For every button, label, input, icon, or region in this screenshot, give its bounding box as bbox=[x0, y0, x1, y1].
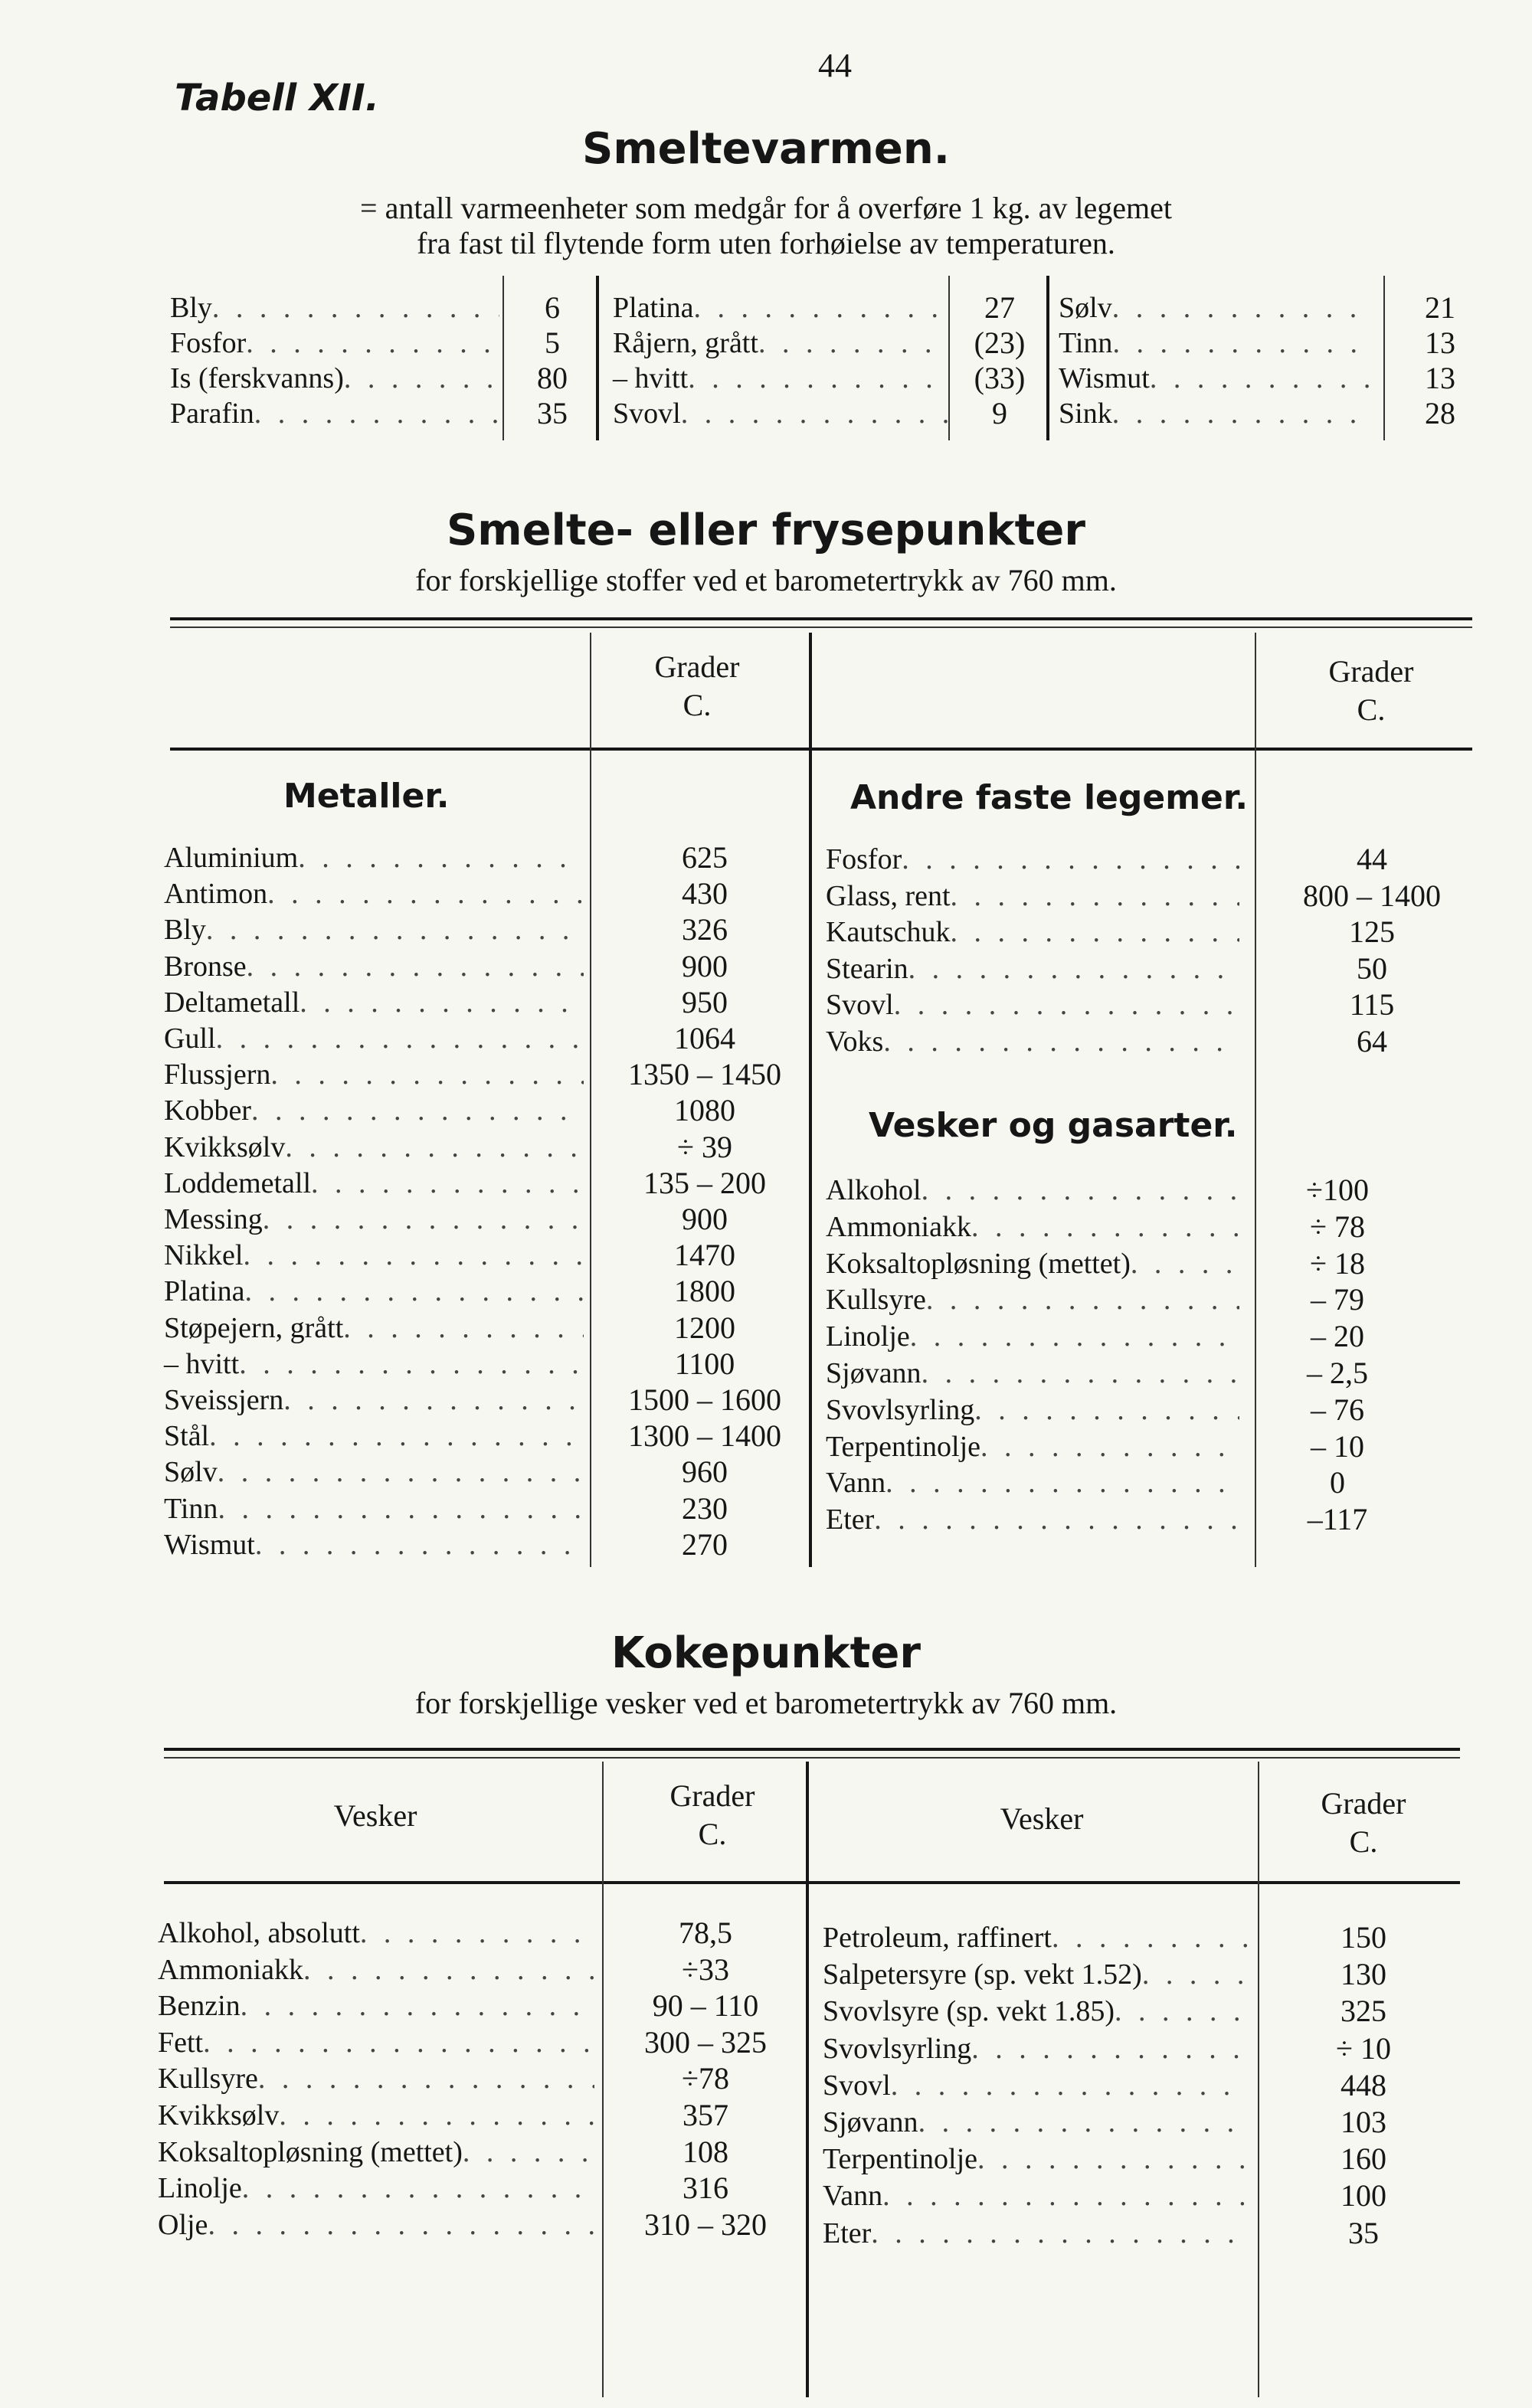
dot-leader bbox=[694, 290, 950, 326]
dot-leader bbox=[218, 1454, 584, 1490]
column-divider bbox=[602, 1762, 604, 2397]
table-row bbox=[164, 984, 584, 1021]
column-divider bbox=[1258, 1762, 1259, 2397]
column-divider bbox=[1046, 276, 1049, 440]
row-value: 64 bbox=[1357, 1024, 1387, 1058]
row-value: –117 bbox=[1307, 1502, 1368, 1537]
row-label: Ammoniakk bbox=[158, 1953, 303, 1986]
row-value: 160 bbox=[1340, 2141, 1386, 2177]
column-divider bbox=[596, 276, 599, 440]
kokepunkter-desc: for forskjellige vesker ved et barometertrykk av 760 mm. bbox=[414, 1686, 1118, 1720]
dot-leader bbox=[974, 1392, 1239, 1428]
dot-leader bbox=[971, 2030, 1249, 2067]
table-row bbox=[164, 1273, 584, 1310]
dot-leader bbox=[251, 1092, 584, 1129]
table-row bbox=[826, 841, 1239, 878]
row-value: 115 bbox=[1349, 987, 1395, 1022]
row-label: Kobber bbox=[164, 1094, 251, 1127]
row-label: Råjern, grått bbox=[613, 327, 758, 359]
table-row bbox=[826, 1281, 1239, 1318]
table-row bbox=[164, 839, 584, 876]
dot-leader bbox=[242, 2170, 594, 2207]
header-vesker-right: Vesker bbox=[1000, 1801, 1084, 1836]
row-label: Vann bbox=[823, 2180, 883, 2213]
dot-leader bbox=[303, 1952, 594, 1988]
dot-leader bbox=[1142, 1956, 1249, 1993]
table-row bbox=[164, 1092, 584, 1129]
dot-leader bbox=[1112, 290, 1373, 326]
dot-leader bbox=[883, 1023, 1239, 1060]
row-label: Svovlsyrling bbox=[823, 2032, 972, 2065]
table-row bbox=[158, 2170, 594, 2207]
row-value: 135 – 200 bbox=[643, 1165, 766, 1200]
table-row bbox=[826, 1172, 1239, 1209]
dot-leader bbox=[908, 950, 1239, 987]
row-label: Parafin bbox=[170, 398, 254, 430]
table-row bbox=[823, 2141, 1249, 2177]
row-value: ÷ 39 bbox=[677, 1129, 732, 1164]
row-value: 800 – 1400 bbox=[1303, 878, 1441, 913]
row-value: 326 bbox=[682, 912, 728, 947]
dot-leader bbox=[688, 360, 950, 397]
dot-leader bbox=[203, 2024, 594, 2061]
dot-leader bbox=[971, 1209, 1239, 1245]
row-label: Kautschuk bbox=[826, 916, 951, 949]
row-value: 1100 bbox=[674, 1346, 735, 1381]
table-row bbox=[613, 360, 950, 397]
row-value: 1300 – 1400 bbox=[628, 1418, 781, 1454]
table-row bbox=[826, 1501, 1239, 1538]
row-value: ÷100 bbox=[1306, 1173, 1369, 1207]
row-label: Eter bbox=[826, 1503, 875, 1536]
table-row bbox=[823, 2215, 1249, 2252]
dot-leader bbox=[254, 395, 499, 432]
page-number: 44 bbox=[818, 47, 852, 84]
row-label: Fosfor bbox=[170, 327, 247, 359]
dot-leader bbox=[921, 1355, 1239, 1392]
dot-leader bbox=[300, 984, 584, 1021]
table-row bbox=[826, 1355, 1239, 1392]
row-label: Petroleum, raffinert bbox=[823, 1922, 1052, 1954]
table-row bbox=[158, 1988, 594, 2024]
table-label: Tabell XII. bbox=[175, 77, 379, 119]
row-value: – 79 bbox=[1311, 1282, 1364, 1317]
row-value: 316 bbox=[683, 2171, 728, 2206]
table-row bbox=[164, 911, 584, 948]
table-row bbox=[826, 878, 1239, 914]
table-row bbox=[826, 1392, 1239, 1428]
dot-leader bbox=[206, 911, 584, 948]
table-row bbox=[158, 2097, 594, 2134]
row-label: Eter bbox=[823, 2217, 872, 2249]
row-label: Wismut bbox=[164, 1528, 255, 1561]
table-row bbox=[826, 1318, 1239, 1355]
row-label: Stearin bbox=[826, 952, 908, 985]
table-row bbox=[823, 2067, 1249, 2104]
row-label: Sjøvann bbox=[826, 1357, 921, 1389]
table-row bbox=[826, 950, 1239, 987]
metaller-heading: Metaller. bbox=[283, 777, 450, 816]
dot-leader bbox=[247, 948, 584, 985]
dot-leader bbox=[951, 878, 1239, 914]
row-value: 44 bbox=[1357, 842, 1387, 876]
table-row bbox=[170, 395, 499, 432]
column-divider bbox=[948, 276, 950, 440]
dot-leader bbox=[681, 395, 950, 432]
row-value: 35 bbox=[537, 396, 568, 430]
row-label: Kvikksølv bbox=[158, 2099, 280, 2132]
table-row bbox=[158, 2134, 594, 2171]
row-label: Kullsyre bbox=[158, 2063, 258, 2096]
row-value: 230 bbox=[682, 1490, 728, 1526]
rule bbox=[170, 617, 1472, 620]
table-row bbox=[164, 1346, 584, 1382]
andre-heading: Andre faste legemer. bbox=[850, 778, 1249, 817]
dot-leader bbox=[243, 1237, 584, 1274]
row-label: Nikkel bbox=[164, 1239, 244, 1272]
row-label: Bly bbox=[164, 914, 206, 947]
row-label: Sjøvann bbox=[823, 2106, 918, 2138]
table-row bbox=[613, 325, 950, 362]
table-row bbox=[823, 1956, 1249, 1993]
row-label: Svovlsyre (sp. vekt 1.85) bbox=[823, 1995, 1115, 2028]
row-label: Tinn bbox=[164, 1492, 218, 1525]
row-label: Svovl bbox=[823, 2069, 891, 2102]
row-label: Stål bbox=[164, 1420, 210, 1453]
table-row bbox=[826, 1464, 1239, 1501]
dot-leader bbox=[1112, 395, 1373, 432]
smeltepunkter-desc: for forskjellige stoffer ved et barometertrykk av 760 mm. bbox=[415, 563, 1117, 597]
row-value: – 2,5 bbox=[1307, 1356, 1368, 1390]
row-label: Benzin bbox=[158, 1990, 241, 2023]
dot-leader bbox=[208, 2207, 594, 2243]
row-label: Alkohol bbox=[826, 1174, 921, 1206]
row-label: Deltametall bbox=[164, 986, 300, 1019]
row-value: 270 bbox=[682, 1526, 728, 1562]
dot-leader bbox=[263, 1201, 584, 1238]
kokepunkter-title: Kokepunkter bbox=[611, 1628, 921, 1678]
dot-leader bbox=[216, 1020, 584, 1057]
smeltevarmen-title: Smeltevarmen. bbox=[582, 124, 950, 174]
dot-leader bbox=[343, 1310, 584, 1346]
table-row bbox=[158, 2207, 594, 2243]
table-row bbox=[1059, 325, 1373, 362]
row-value: ÷ 78 bbox=[1310, 1209, 1365, 1244]
row-value: 1350 – 1450 bbox=[628, 1057, 781, 1092]
row-value: 78,5 bbox=[679, 1916, 732, 1950]
dot-leader bbox=[212, 290, 499, 326]
dot-leader bbox=[874, 1501, 1239, 1538]
dot-leader bbox=[239, 1346, 584, 1382]
table-row bbox=[164, 1382, 584, 1418]
table-row bbox=[158, 1915, 594, 1952]
row-label: Aluminium bbox=[164, 842, 299, 874]
row-value: 310 – 320 bbox=[644, 2207, 767, 2242]
row-value: 6 bbox=[545, 290, 560, 325]
dot-leader bbox=[1115, 1993, 1249, 2030]
row-value: 108 bbox=[683, 2134, 728, 2169]
dot-leader bbox=[463, 2134, 594, 2171]
row-label: Platina bbox=[613, 292, 694, 324]
dot-leader bbox=[885, 1464, 1239, 1501]
table-row bbox=[826, 1023, 1239, 1060]
row-label: Bronse bbox=[164, 950, 247, 983]
row-label: Terpentinolje bbox=[823, 2143, 978, 2176]
row-value: 100 bbox=[1340, 2178, 1386, 2213]
row-label: Støpejern, grått bbox=[164, 1311, 344, 1344]
row-value: 50 bbox=[1357, 950, 1387, 986]
header-vesker-left: Vesker bbox=[333, 1798, 417, 1833]
dot-leader bbox=[246, 325, 499, 362]
table-row bbox=[164, 948, 584, 985]
row-label: Koksaltopløsning (mettet) bbox=[158, 2135, 463, 2168]
dot-leader bbox=[209, 1418, 584, 1454]
table-row bbox=[170, 325, 499, 362]
dot-leader bbox=[241, 1988, 594, 2024]
row-value: 357 bbox=[683, 2098, 728, 2132]
column-divider bbox=[1255, 633, 1256, 1567]
row-label: Tinn bbox=[1059, 327, 1113, 359]
column-divider bbox=[502, 276, 504, 440]
dot-leader bbox=[311, 1165, 584, 1202]
table-row bbox=[164, 1056, 584, 1093]
row-label: Kullsyre bbox=[826, 1284, 926, 1317]
row-value: 35 bbox=[1348, 2215, 1379, 2250]
row-value: 28 bbox=[1425, 396, 1455, 430]
dot-leader bbox=[360, 1915, 594, 1952]
row-label: Koksaltopløsning (mettet) bbox=[826, 1247, 1131, 1280]
dot-leader bbox=[902, 841, 1239, 878]
dot-leader bbox=[267, 875, 584, 912]
table-row bbox=[826, 986, 1239, 1023]
dot-leader bbox=[258, 2060, 594, 2097]
table-row bbox=[164, 1490, 584, 1527]
table-row bbox=[164, 1165, 584, 1202]
smeltevarmen-desc-2: fra fast til flytende form uten forhøielse av temperaturen. bbox=[417, 226, 1115, 260]
row-value: 13 bbox=[1425, 326, 1455, 360]
row-value: – 76 bbox=[1311, 1392, 1364, 1427]
table-row bbox=[1059, 360, 1373, 397]
row-label: Linolje bbox=[158, 2172, 242, 2205]
table-row bbox=[164, 1201, 584, 1238]
table-row bbox=[823, 2030, 1249, 2067]
row-label: Sveissjern bbox=[164, 1384, 284, 1416]
table-row bbox=[1059, 290, 1373, 326]
column-divider bbox=[806, 1762, 809, 2397]
dot-leader bbox=[1112, 325, 1373, 362]
row-label: Sink bbox=[1059, 398, 1112, 430]
row-value: 950 bbox=[682, 984, 728, 1019]
row-value: (23) bbox=[974, 326, 1026, 360]
row-label: Linolje bbox=[826, 1320, 910, 1353]
row-label: Platina bbox=[164, 1275, 245, 1308]
row-value: 448 bbox=[1340, 2067, 1386, 2102]
vesker-heading: Vesker og gasarter. bbox=[869, 1106, 1238, 1145]
row-value: 300 – 325 bbox=[644, 2024, 767, 2060]
row-value: 325 bbox=[1340, 1994, 1386, 2029]
row-value: ÷ 10 bbox=[1336, 2030, 1391, 2066]
row-label: Sølv bbox=[1059, 292, 1112, 324]
dot-leader bbox=[285, 1129, 584, 1166]
table-row bbox=[164, 875, 584, 912]
dot-leader bbox=[951, 914, 1239, 950]
dot-leader bbox=[894, 986, 1239, 1023]
table-row bbox=[826, 1428, 1239, 1465]
table-row bbox=[164, 1526, 584, 1563]
dot-leader bbox=[891, 2067, 1249, 2104]
rule bbox=[170, 627, 1472, 628]
dot-leader bbox=[918, 2104, 1249, 2141]
row-label: Sølv bbox=[164, 1456, 218, 1489]
dot-leader bbox=[1131, 1245, 1239, 1282]
row-value: 900 bbox=[682, 1202, 728, 1236]
dot-leader bbox=[298, 839, 584, 876]
row-value: 430 bbox=[682, 876, 728, 911]
row-label: Salpetersyre (sp. vekt 1.52) bbox=[823, 1958, 1142, 1991]
table-row bbox=[164, 1129, 584, 1166]
row-label: Alkohol, absolutt bbox=[158, 1917, 360, 1949]
row-value: 90 – 110 bbox=[652, 1988, 759, 2024]
row-value: ÷33 bbox=[682, 1952, 729, 1987]
dot-leader bbox=[270, 1056, 584, 1093]
row-value: 125 bbox=[1349, 914, 1395, 950]
row-value: – 10 bbox=[1311, 1428, 1364, 1464]
table-row bbox=[826, 1209, 1239, 1245]
row-value: ÷ 18 bbox=[1310, 1245, 1365, 1281]
row-value: (33) bbox=[974, 361, 1026, 395]
table-row bbox=[823, 2177, 1249, 2214]
table-row bbox=[164, 1237, 584, 1274]
row-value: 0 bbox=[1330, 1465, 1345, 1500]
row-label: Loddemetall bbox=[164, 1166, 312, 1199]
dot-leader bbox=[977, 2141, 1249, 2177]
table-row bbox=[613, 290, 950, 326]
row-value: 625 bbox=[682, 840, 728, 875]
rule bbox=[164, 1757, 1460, 1759]
header-grader-right: Grader C. bbox=[1321, 1786, 1406, 1859]
table-row bbox=[158, 2060, 594, 2097]
row-value: – 20 bbox=[1311, 1319, 1364, 1354]
dot-leader bbox=[245, 1273, 584, 1310]
dot-leader bbox=[871, 2215, 1249, 2252]
dot-leader bbox=[1052, 1919, 1249, 1956]
dot-leader bbox=[882, 2177, 1249, 2214]
row-label: Bly bbox=[170, 292, 212, 324]
row-value: 13 bbox=[1425, 361, 1455, 395]
row-label: Ammoniakk bbox=[826, 1210, 971, 1243]
dot-leader bbox=[980, 1428, 1239, 1465]
dot-leader bbox=[926, 1281, 1239, 1318]
smeltevarmen-desc-1: = antall varmeenheter som medgår for å overføre 1 kg. av legemet bbox=[360, 191, 1172, 225]
row-label: – hvitt bbox=[613, 362, 689, 394]
table-row bbox=[823, 2104, 1249, 2141]
table-row bbox=[1059, 395, 1373, 432]
row-value: 1470 bbox=[674, 1238, 735, 1273]
dot-leader bbox=[218, 1490, 584, 1527]
row-label: Svovl bbox=[613, 398, 681, 430]
row-value: 103 bbox=[1340, 2105, 1386, 2139]
dot-leader bbox=[758, 325, 950, 362]
row-value: 900 bbox=[682, 948, 728, 983]
dot-leader bbox=[1150, 360, 1373, 397]
rule bbox=[164, 1748, 1460, 1751]
table-row bbox=[823, 1919, 1249, 1956]
row-value: ÷78 bbox=[682, 2061, 729, 2096]
row-value: 150 bbox=[1340, 1920, 1386, 1955]
column-divider bbox=[1383, 276, 1385, 440]
row-label: – hvitt bbox=[164, 1347, 240, 1380]
row-label: Terpentinolje bbox=[826, 1430, 981, 1463]
table-row bbox=[613, 395, 950, 432]
column-divider bbox=[590, 633, 591, 1567]
table-row bbox=[826, 914, 1239, 950]
table-row bbox=[170, 360, 499, 397]
row-label: Voks bbox=[826, 1026, 884, 1058]
row-value: 130 bbox=[1340, 1957, 1386, 1992]
row-value: 27 bbox=[984, 290, 1015, 325]
row-value: 960 bbox=[682, 1454, 728, 1490]
row-label: Messing bbox=[164, 1203, 263, 1235]
row-label: Svovl bbox=[826, 989, 894, 1022]
dot-leader bbox=[279, 2097, 594, 2134]
dot-leader bbox=[255, 1526, 584, 1563]
table-row bbox=[158, 1952, 594, 1988]
table-row bbox=[164, 1310, 584, 1346]
table-row bbox=[170, 290, 499, 326]
dot-leader bbox=[921, 1172, 1239, 1209]
rule bbox=[164, 1881, 1460, 1884]
row-label: Fett bbox=[158, 2026, 204, 2059]
dot-leader bbox=[910, 1318, 1239, 1355]
dot-leader bbox=[283, 1382, 584, 1418]
row-label: Is (ferskvanns) bbox=[170, 362, 344, 394]
row-label: Glass, rent bbox=[826, 879, 951, 912]
table-row bbox=[823, 1993, 1249, 2030]
row-value: 9 bbox=[992, 396, 1007, 430]
row-value: 80 bbox=[537, 361, 568, 395]
table-row bbox=[158, 2024, 594, 2061]
table-row bbox=[164, 1418, 584, 1454]
row-value: 1500 – 1600 bbox=[628, 1382, 781, 1417]
dot-leader bbox=[344, 360, 499, 397]
row-label: Kvikksølv bbox=[164, 1130, 286, 1163]
header-grader-left: Grader C. bbox=[669, 1778, 755, 1851]
table-row bbox=[164, 1020, 584, 1057]
row-label: Antimon bbox=[164, 878, 268, 911]
row-label: Gull bbox=[164, 1022, 216, 1055]
row-value: 21 bbox=[1425, 290, 1455, 325]
smeltepunkter-title: Smelte- eller frysepunkter bbox=[446, 505, 1086, 555]
rule bbox=[170, 748, 1472, 751]
row-label: Flussjern bbox=[164, 1058, 271, 1091]
row-label: Olje bbox=[158, 2208, 208, 2241]
row-label: Vann bbox=[826, 1467, 886, 1500]
row-value: 5 bbox=[545, 326, 560, 360]
table-row bbox=[164, 1454, 584, 1490]
header-grader-left: Grader C. bbox=[654, 649, 740, 722]
row-value: 1800 bbox=[674, 1274, 735, 1309]
row-label: Svovlsyrling bbox=[826, 1393, 975, 1426]
table-row bbox=[826, 1245, 1239, 1282]
header-grader-right: Grader C. bbox=[1328, 654, 1414, 727]
row-value: 1064 bbox=[674, 1021, 735, 1055]
row-value: 1200 bbox=[674, 1310, 735, 1345]
row-label: Fosfor bbox=[826, 843, 902, 875]
row-label: Wismut bbox=[1059, 362, 1150, 394]
row-value: 1080 bbox=[674, 1093, 735, 1128]
